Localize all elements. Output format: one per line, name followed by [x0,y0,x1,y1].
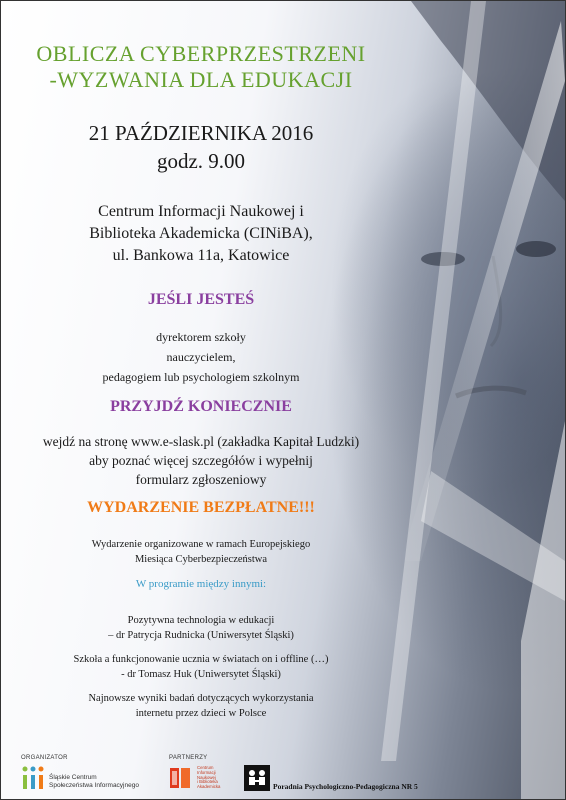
location-line-1: Centrum Informacji Naukowej i [98,203,304,220]
organized-line-2: Miesiąca Cyberbezpieczeństwa [134,554,268,565]
event-location [1,201,401,267]
organizer-name-line-2: Społeczeństwa Informacyjnego [49,781,139,789]
partner-ciniba-line: Naukowej [197,774,216,780]
cta-info [1,432,401,489]
program-item-title: Szkoła a funkcjonowanie ucznia w światach on i offline (…) [73,654,329,665]
program-item [1,613,401,643]
program-list [1,613,401,730]
program-heading: W programie między innymi: [135,578,267,590]
audience-list [1,327,401,387]
partners-label: PARTNERZY [169,755,208,761]
program-item-title: Pozytywna technologia w edukacji [127,615,275,626]
audience-item: nauczycielem, [166,350,236,364]
organizer-name [49,774,139,789]
organizer-label: ORGANIZATOR [21,755,68,761]
partner-ciniba-line: i Biblioteka [197,779,218,785]
footer-logos [1,749,565,799]
ciniba-logo-icon [169,765,193,791]
program-item-speaker: internetu przez dzieci w Polsce [135,708,267,719]
program-item-speaker: – dr Patrycja Rudnicka (Uniwersytet Śląski) [108,630,294,641]
program-item [1,691,401,721]
title-line-1: OBLICZA CYBERPRZESTRZENI [36,41,366,66]
audience-item: pedagogiem lub psychologiem szkolnym [102,370,300,384]
audience-heading: JEŚLI JESTEŚ [147,291,255,308]
partner-ciniba-line: Informacji [197,769,216,775]
organized-line-1: Wydarzenie organizowane w ramach Europejskiego [91,539,311,550]
date-time: godz. 9.00 [156,149,246,173]
poradnia-logo-icon [244,765,270,791]
event-title [1,41,401,93]
title-line-2: -WYZWANIA DLA EDUKACJI [49,67,353,92]
free-event-banner: WYDARZENIE BEZPŁATNE!!! [87,499,315,516]
partner-ciniba-line: Centrum [197,765,214,770]
event-date [1,119,401,175]
organizer-name-line-1: Śląskie Centrum [49,774,97,781]
cta-line-2: aby poznać więcej szczegółów i wypełnij [89,453,313,468]
eye-right [516,241,556,257]
location-line-2: Biblioteka Akademicka (CINiBA), [89,225,313,242]
program-item [1,652,401,682]
organizer-logo-icon [21,765,45,791]
partner-ciniba-name [197,766,220,790]
date-day: 21 PAŹDZIERNIKA 2016 [88,121,314,145]
audience-item: dyrektorem szkoły [156,330,246,344]
cta-heading: PRZYJDŹ KONIECZNIE [110,398,292,415]
cta-line-1: wejdź na stronę www.e-slask.pl (zakładka Kapitał Ludzki) [42,434,360,449]
veil-fold-3 [521,421,565,799]
program-item-title: Najnowsze wyniki badań dotyczących wykorzystania [88,693,314,704]
program-item-speaker: - dr Tomasz Huk (Uniwersytet Śląski) [121,669,281,680]
location-line-3: ul. Bankowa 11a, Katowice [112,247,290,264]
partner-ciniba-line: Akademicka [197,784,221,790]
organized-note [1,537,401,567]
partner-poradnia-name: Poradnia Psychologiczno-Pedagogiczna NR 5 [273,782,418,791]
cta-line-3: formularz zgłoszeniowy [135,472,267,487]
